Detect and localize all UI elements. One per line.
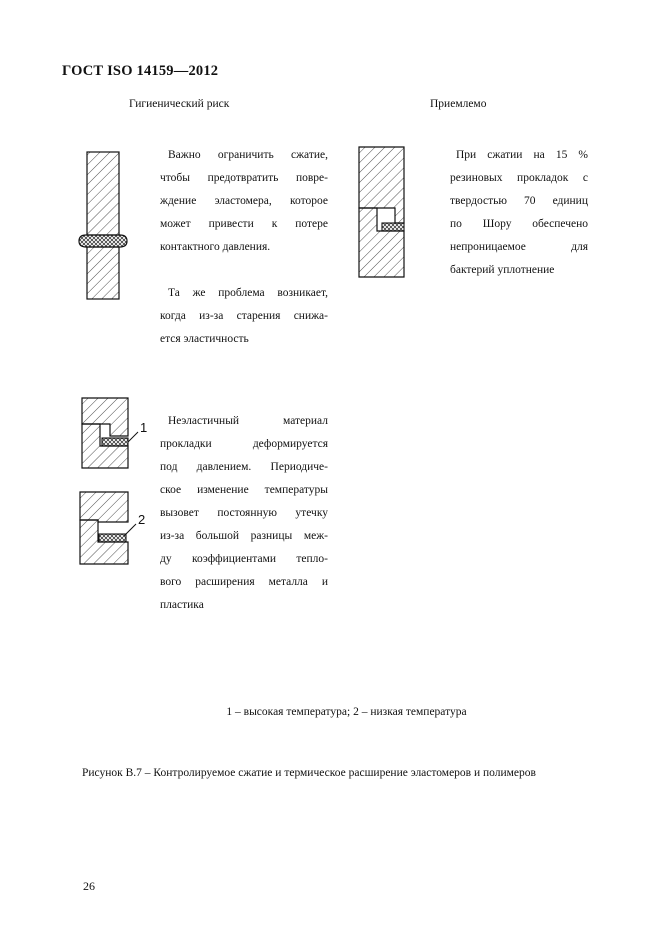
callout-label-1: 1 <box>140 420 148 435</box>
column-heading-hygienic-risk: Гигиенический риск <box>129 98 230 110</box>
figure-acceptable-seal <box>357 145 412 280</box>
paragraph-compression-warning: Важно ограничить сжатие, чтобы предотвратить повре- ждение эластомера, которое может привести к потере контактного давления. <box>160 149 328 253</box>
callout-label-2: 2 <box>138 512 146 527</box>
paragraph-inelastic-note: Неэластичный материал прокладки деформируется под давлением. Периодиче- ское изменение температуры вызовет постоянную утечку из-за большой разницы меж- ду коэффициентами тепло- вого расширения металла и пластика <box>160 415 328 611</box>
page-number: 26 <box>83 879 95 893</box>
column-heading-acceptable: Приемлемо <box>430 98 487 110</box>
paragraph-acceptable-note: При сжатии на 15 % резиновых прокладок с твердостью 70 единиц по Шору обеспечено непроницаемое для бактерий уплотнение <box>450 149 588 276</box>
figure-low-temperature-joint <box>78 490 153 565</box>
standard-title: ГОСТ ISO 14159—2012 <box>62 63 219 79</box>
figure-caption: Рисунок В.7 – Контролируемое сжатие и термическое расширение эластомеров и полимеров <box>82 767 536 779</box>
figure-overcompressed-seal <box>82 150 132 305</box>
paragraph-aging-problem: Та же проблема возникает, когда из-за старения снижа- ется эластичность <box>160 287 328 345</box>
figure-legend: 1 – высокая температура; 2 – низкая температура <box>226 706 467 718</box>
